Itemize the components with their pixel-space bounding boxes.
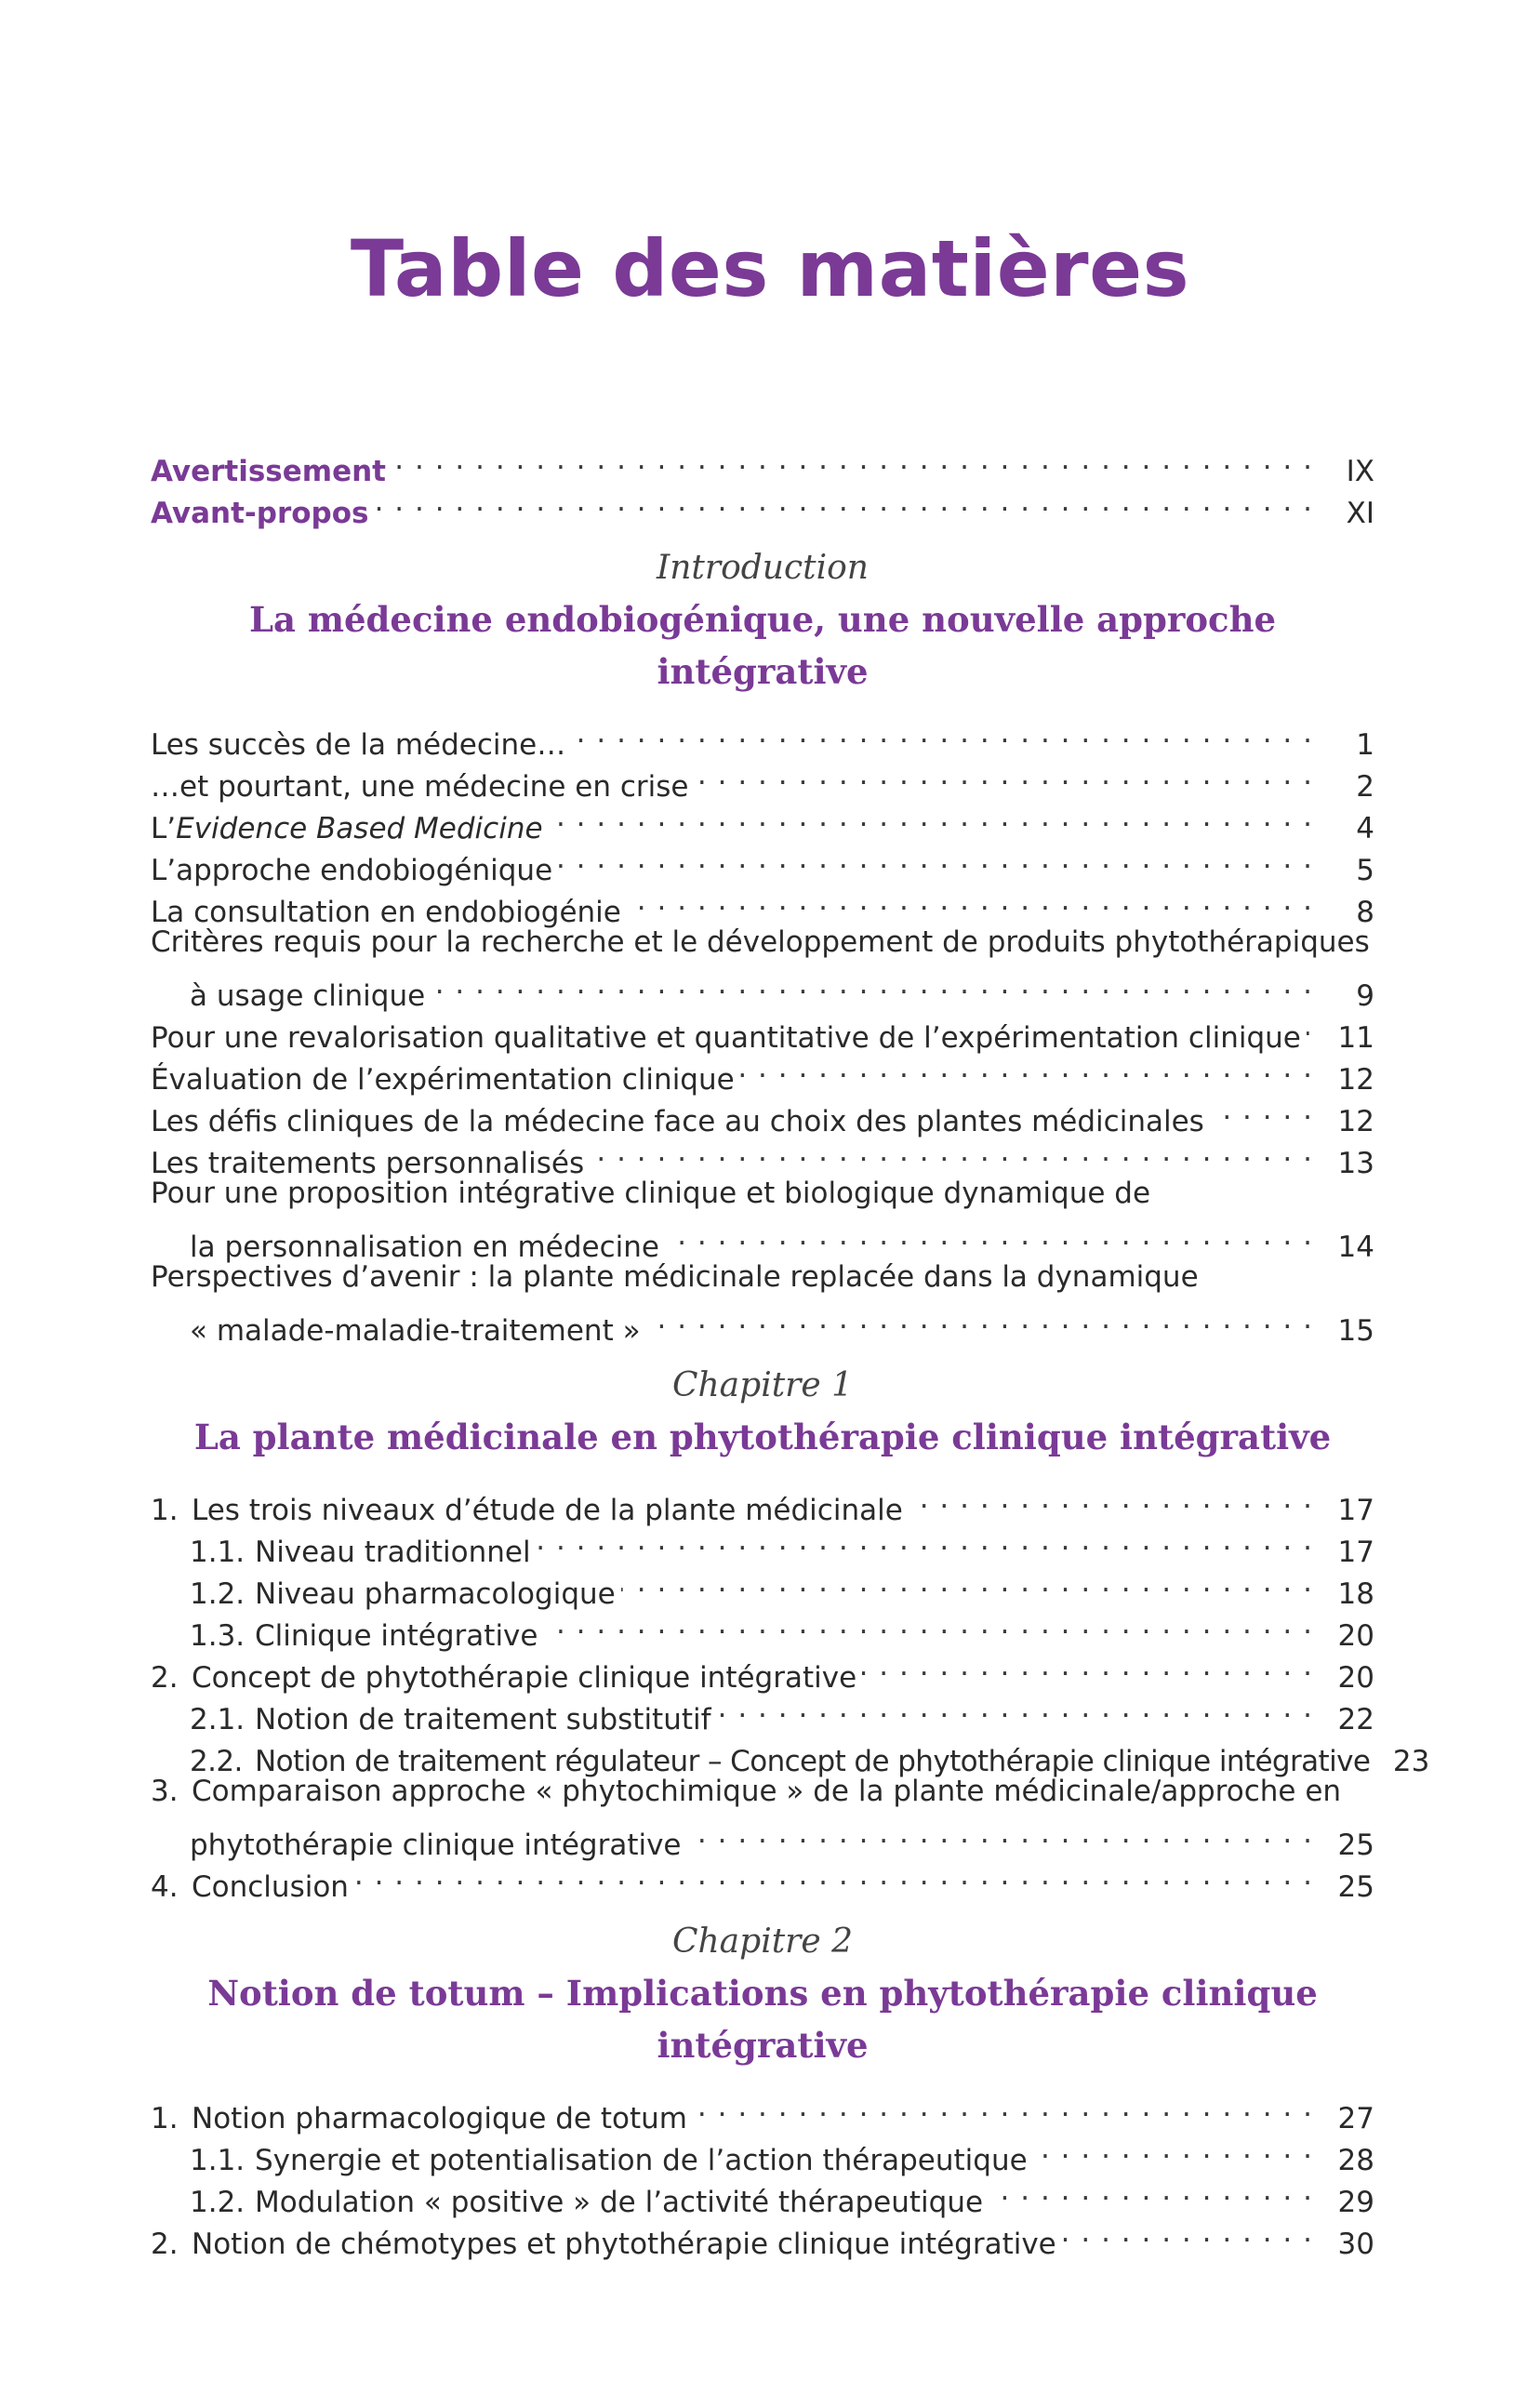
toc-entry-label: L’approche endobiogénique [151,854,553,887]
toc-entry-number: 1. [151,2102,179,2135]
toc-entry-label: Pour une revalorisation qualitative et quantitative de l’expérimentation clinique [151,1021,1301,1055]
dot-leader [621,1562,1313,1603]
toc-entry-number: 1.1. [190,1536,246,1569]
toc-entry-label-italic: Evidence Based Medicine [176,812,543,845]
toc-entry-label: Modulation « positive » de l’activité thérapeutique [255,2186,984,2219]
toc-entry-label: Les trois niveaux d’étude de la plante médicinale [192,1494,903,1527]
dot-leader [549,796,1313,838]
toc-entry-page: 20 [1337,1619,1374,1653]
toc-entry-page: 2 [1356,770,1374,804]
toc-entry-page: 15 [1337,1314,1374,1348]
toc-entry-label: La consultation en endobiogénie [151,896,621,929]
toc-entry-label-line2: phytothérapie clinique intégrative [190,1829,682,1862]
toc-entry-number: 2.2. [190,1745,243,1778]
dot-leader [909,1478,1313,1520]
section-label: Introduction [657,549,869,587]
toc-entry-number: 2. [151,2228,179,2261]
section-title: Notion de totum – Implications en phytothérapie clinique intégrative [207,1973,1318,2066]
toc-entry-number: 1.2. [190,2186,246,2219]
section-title: La plante médicinale en phytothérapie clinique intégrative [193,1417,1332,1457]
toc-entry-page: 12 [1337,1105,1374,1138]
dot-leader [1062,2212,1313,2254]
toc-entry-page: XI [1346,497,1374,530]
dot-leader [862,1645,1313,1687]
page-title: Table des matières [350,223,1190,314]
toc-entry-page: 5 [1356,854,1374,887]
toc-entry-page: 1 [1356,728,1374,762]
toc-entry-page: 18 [1337,1577,1374,1611]
toc-entry-page: 20 [1337,1661,1374,1695]
toc-entry-number: 1.2. [190,1577,246,1611]
toc-entry-label [151,808,543,850]
toc-entry-label: Niveau traditionnel [255,1536,531,1569]
dot-leader [693,2086,1313,2128]
chapter2-heading [151,1917,1374,2071]
dot-leader [537,1520,1313,1562]
toc-entry-label: Notion de chémotypes et phytothérapie clinique intégrative [192,2228,1056,2261]
toc-entry-label: Conclusion [192,1870,349,1904]
dot-leader [717,1687,1313,1729]
toc-entry-label: Notion de traitement substitutif [255,1703,711,1736]
dot-leader [1210,1089,1313,1131]
dot-leader [989,2170,1313,2212]
toc-entry-label-prefix: L’ [151,812,177,845]
toc-entry-label: Les défis cliniques de la médecine face au choix des plantes médicinales [151,1105,1204,1138]
toc-entry-page: 9 [1356,979,1374,1013]
dot-leader [646,1298,1313,1340]
toc-entry-label-line1: Comparaison approche « phytochimique » de la plante médicinale/approche en [192,1775,1342,1808]
table-of-contents [151,439,1430,2261]
toc-entry-page: 22 [1337,1703,1374,1736]
toc-entry-label: Synergie et potentialisation de l’action thérapeutique [255,2144,1028,2177]
dot-leader [354,1855,1313,1896]
toc-entry[interactable] [151,922,1374,1013]
toc-entry-page: 23 [1392,1745,1430,1778]
toc-entry-label: Notion pharmacologique de totum [192,2102,687,2135]
toc-entry[interactable] [151,1257,1374,1348]
toc-entry-label: Évaluation de l’expérimentation clinique [151,1063,735,1097]
toc-entry-label-line2: « malade-maladie-traitement » [190,1314,641,1348]
toc-entry-avertissement[interactable] [151,439,1374,488]
toc-entry-label: Avant-propos [151,497,369,530]
section-label: Chapitre 2 [671,1922,854,1961]
dot-leader [665,1215,1313,1257]
dot-leader [590,1131,1313,1173]
toc-entry[interactable] [151,712,1374,762]
dot-leader [1307,1005,1313,1047]
dot-leader [1033,2128,1313,2170]
toc-entry[interactable] [151,1173,1374,1264]
toc-entry-page: 17 [1337,1494,1374,1527]
dot-leader [740,1047,1313,1089]
toc-entry-label: Clinique intégrative [255,1619,538,1653]
toc-entry-page: 12 [1337,1063,1374,1097]
dot-leader [392,439,1313,481]
toc-entry-number: 2. [151,1661,179,1695]
toc-entry-label: …et pourtant, une médecine en crise [151,770,689,804]
toc-entry-page: 25 [1337,1870,1374,1904]
chapter1-heading [151,1361,1374,1463]
toc-entry[interactable] [151,1771,1374,1862]
toc-entry-label: Les traitements personnalisés [151,1147,585,1180]
toc-entry-page: 14 [1337,1230,1374,1264]
toc-entry-page: 29 [1337,2186,1374,2219]
introduction-heading [151,543,1374,698]
toc-entry-label-line2: la personnalisation en médecine [190,1230,659,1264]
toc-entry-label: Les succès de la médecine… [151,728,566,762]
toc-entry-page: 25 [1337,1829,1374,1862]
toc-entry-page: 13 [1337,1147,1374,1180]
dot-leader [374,481,1313,523]
dot-leader [558,838,1313,880]
toc-entry-number: 2.1. [190,1703,246,1736]
toc-entry-page: 28 [1337,2144,1374,2177]
toc-entry[interactable] [151,1478,1374,1527]
toc-entry-page: 8 [1356,896,1374,929]
toc-entry-label-line1: Pour une proposition intégrative clinique et biologique dynamique de [151,1177,1151,1210]
toc-entry-page: IX [1346,455,1374,488]
toc-entry-label: Avertissement [151,455,386,488]
toc-entry-label-line1: Critères requis pour la recherche et le développement de produits phytothérapiques [151,925,1370,959]
toc-entry-page: 4 [1356,812,1374,845]
toc-entry-label: Niveau pharmacologique [255,1577,616,1611]
dot-leader [431,964,1313,1005]
dot-leader [543,1603,1313,1645]
toc-entry-number: 3. [151,1775,179,1808]
toc-entry-number: 1.1. [190,2144,246,2177]
toc-entry-page: 17 [1337,1536,1374,1569]
toc-entry-number: 4. [151,1870,179,1904]
toc-entry-label: Notion de traitement régulateur – Concept de phytothérapie clinique intégrative [255,1745,1371,1778]
toc-entry[interactable] [151,2086,1374,2135]
toc-entry-page: 11 [1337,1021,1374,1055]
toc-entry-label: Concept de phytothérapie clinique intégrative [192,1661,857,1695]
dot-leader [687,1813,1314,1855]
toc-entry-label-line1: Perspectives d’avenir : la plante médicinale replacée dans la dynamique [151,1260,1199,1294]
dot-leader [627,880,1313,922]
toc-entry-label-line2: à usage clinique [190,979,426,1013]
toc-entry-number: 1. [151,1494,179,1527]
section-label: Chapitre 1 [671,1366,854,1404]
dot-leader [571,712,1313,754]
toc-entry-page: 27 [1337,2102,1374,2135]
toc-entry-number: 1.3. [190,1619,246,1653]
section-title: La médecine endobiogénique, une nouvelle approche intégrative [248,599,1277,692]
dot-leader [694,754,1313,796]
toc-entry-page: 30 [1337,2228,1374,2261]
